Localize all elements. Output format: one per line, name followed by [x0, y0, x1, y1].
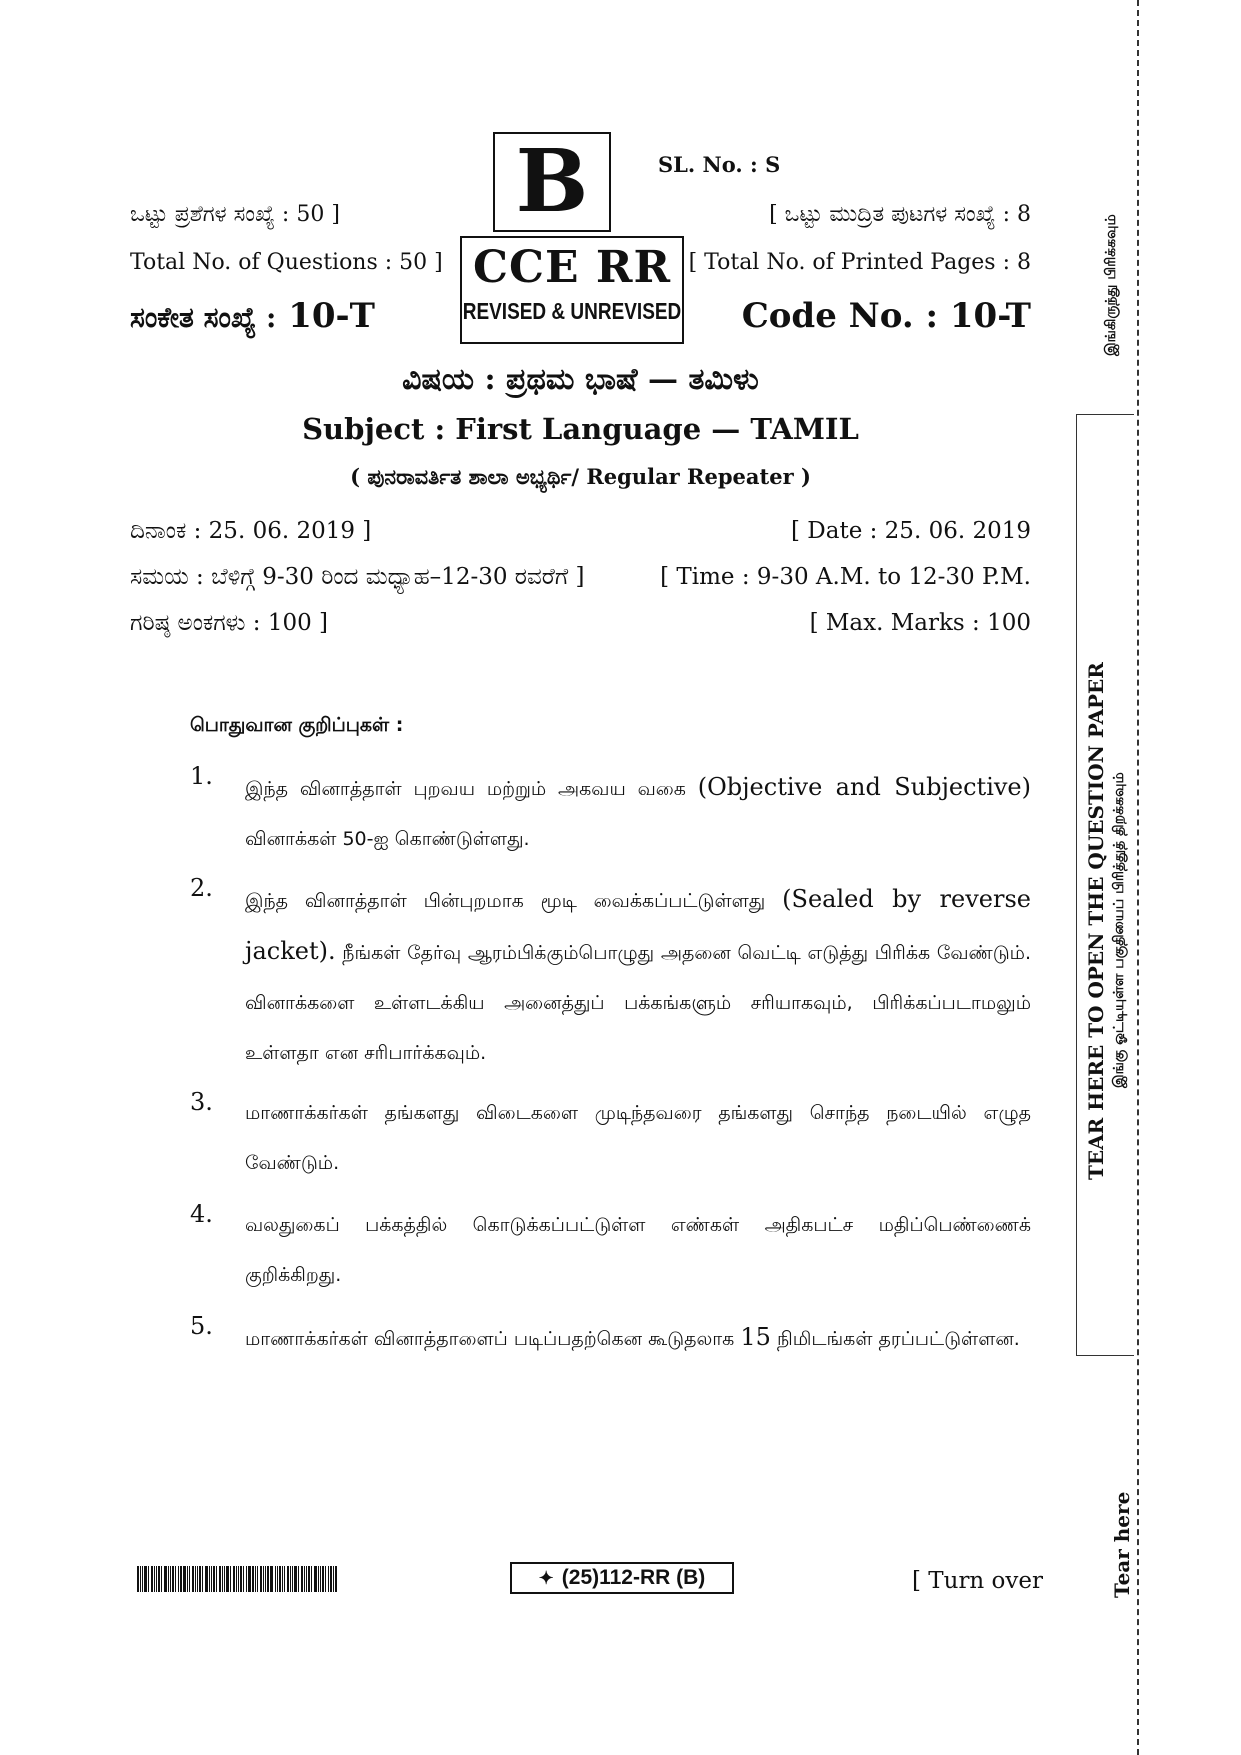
barcode-bar — [252, 1566, 254, 1592]
barcode-bar — [209, 1566, 210, 1592]
instruction-english: 15 — [740, 1323, 771, 1351]
paper-code: (25)112-RR (B) — [561, 1566, 706, 1589]
barcode — [137, 1566, 349, 1592]
tear-line — [1137, 0, 1139, 1755]
instruction-text-cont: நிமிடங்கள் தரப்பட்டுள்ளன. — [770, 1328, 1020, 1350]
date-kannada: ದಿನಾಂಕ : 25. 06. 2019 ] — [130, 518, 372, 544]
barcode-bar — [330, 1566, 332, 1592]
instruction-number: 5. — [190, 1312, 213, 1340]
barcode-bar — [161, 1566, 162, 1592]
version-letter-box — [493, 132, 611, 232]
star-icon: ✦ — [538, 1567, 554, 1588]
version-letter: B — [515, 131, 589, 232]
barcode-bar — [238, 1566, 239, 1592]
total-questions-english: Total No. of Questions : 50 ] — [130, 250, 443, 275]
instruction-english: (Sealed by reverse jacket). — [245, 885, 1031, 965]
barcode-bar — [175, 1566, 176, 1592]
barcode-bar — [197, 1566, 198, 1592]
barcode-bar — [137, 1566, 139, 1592]
barcode-bar — [180, 1566, 182, 1592]
barcode-bar — [172, 1566, 174, 1592]
instruction-text: இந்த வினாத்தாள் புறவய மற்றும் அகவய வகை — [245, 778, 698, 800]
barcode-bar — [205, 1566, 208, 1592]
barcode-bar — [246, 1566, 247, 1592]
barcode-bar — [306, 1566, 307, 1592]
subject-english: Subject : First Language — TAMIL — [302, 412, 859, 446]
barcode-bar — [287, 1566, 289, 1592]
barcode-bar — [148, 1566, 149, 1592]
code-number-english: Code No. : 10-T — [741, 296, 1031, 336]
barcode-bar — [318, 1566, 319, 1592]
instruction-text: வலதுகைப் பக்கத்தில் கொடுக்கப்பட்டுள்ள எண்கள் அதிகபட்ச மதிப்பெண்ணைக் குறிக்கிறது. — [245, 1214, 1031, 1286]
barcode-bar — [275, 1566, 276, 1592]
instruction-english: (Objective and Subjective) — [697, 773, 1031, 801]
barcode-bar — [189, 1566, 190, 1592]
barcode-bar — [164, 1566, 167, 1592]
barcode-bar — [168, 1566, 169, 1592]
instruction-text: இந்த வினாத்தாள் பின்புறமாக மூடி வைக்கப்பட்டுள்ளது — [245, 890, 783, 912]
barcode-bar — [314, 1566, 317, 1592]
barcode-bar — [270, 1566, 273, 1592]
barcode-bar — [151, 1566, 153, 1592]
instructions-title: பொதுவான குறிப்புகள் : — [190, 714, 404, 736]
tear-top-tamil: இங்கிருந்து பிரிக்கவும் — [1103, 214, 1119, 356]
barcode-bar — [292, 1566, 293, 1592]
barcode-bar — [154, 1566, 155, 1592]
barcode-bar — [290, 1566, 291, 1592]
barcode-bar — [140, 1566, 141, 1592]
barcode-bar — [320, 1566, 321, 1592]
barcode-bar — [213, 1566, 215, 1592]
barcode-bar — [199, 1566, 201, 1592]
barcode-bar — [279, 1566, 281, 1592]
barcode-bar — [233, 1566, 235, 1592]
barcode-bar — [277, 1566, 278, 1592]
barcode-bar — [308, 1566, 310, 1592]
barcode-bar — [144, 1566, 147, 1592]
instruction-item — [190, 1088, 1031, 1188]
barcode-bar — [202, 1566, 203, 1592]
barcode-bar — [178, 1566, 179, 1592]
instruction-text-cont: நீங்கள் தேர்வு ஆரம்பிக்கும்பொழுது அதனை வெட்டி எடுத்து பிரிக்க வேண்டும். வினாக்களை உள்ளடக்கிய அனைத்துப் பக்கங்களும் சரியாகவும், பிரிக்கப்படாமலும் உள்ளதா என சரிபார்க்கவும். — [245, 942, 1031, 1064]
barcode-bar — [187, 1566, 188, 1592]
barcode-bar — [335, 1566, 337, 1592]
tear-instruction-tamil: இங்கு ஓட்டியுள்ள பகுதியைப் பிரித்துத் திறக்கவும் — [1111, 772, 1127, 1088]
barcode-bar — [183, 1566, 186, 1592]
code-label-kannada: ಸಂಕೇತ ಸಂಖ್ಯೆ : — [130, 301, 277, 334]
printed-pages-kannada: [ ಒಟ್ಟು ಮುದ್ರಿತ ಪುಟಗಳ ಸಂಖ್ಯೆ : 8 — [769, 202, 1031, 227]
instruction-number: 4. — [190, 1200, 213, 1228]
barcode-bar — [158, 1566, 160, 1592]
instruction-text: மாணாக்கர்கள் வினாத்தாளைப் படிப்பதற்கென கூடுதலாக — [245, 1328, 741, 1350]
barcode-bar — [284, 1566, 285, 1592]
barcode-bar — [257, 1566, 258, 1592]
instruction-item — [190, 762, 1031, 864]
barcode-bar — [282, 1566, 283, 1592]
marks-english: [ Max. Marks : 100 — [809, 610, 1031, 636]
barcode-bar — [322, 1566, 324, 1592]
barcode-bar — [222, 1566, 223, 1592]
date-english: [ Date : 25. 06. 2019 — [791, 518, 1031, 544]
paper-code-box — [510, 1562, 734, 1594]
candidate-type: ( ಪುನರಾವರ್ತಿತ ಶಾಲಾ ಅಭ್ಯರ್ಥಿ/ Regular Repeater ) — [350, 464, 811, 489]
instruction-item — [190, 1200, 1031, 1300]
barcode-bar — [236, 1566, 237, 1592]
code-value-kannada: 10-T — [288, 296, 375, 336]
barcode-bar — [211, 1566, 212, 1592]
tear-instruction-english: TEAR HERE TO OPEN THE QUESTION PAPER — [1084, 662, 1108, 1180]
total-questions-kannada: ಒಟ್ಟು ಪ್ರಶೆಗಳ ಸಂಖ್ಯೆ : 50 ] — [130, 202, 340, 227]
instruction-text: மாணாக்கர்கள் தங்களது விடைகளை முடிந்தவரை தங்களது சொந்த நடையில் எழுத வேண்டும். — [245, 1102, 1031, 1174]
instruction-item — [190, 874, 1031, 1078]
code-number-kannada — [130, 296, 375, 336]
printed-pages-english: [ Total No. of Printed Pages : 8 — [688, 250, 1031, 275]
barcode-bar — [240, 1566, 242, 1592]
barcode-bar — [298, 1566, 299, 1592]
barcode-bar — [219, 1566, 221, 1592]
barcode-bar — [260, 1566, 262, 1592]
barcode-bar — [216, 1566, 217, 1592]
marks-row — [130, 610, 1031, 636]
barcode-bar — [311, 1566, 312, 1592]
barcode-bar — [333, 1566, 334, 1592]
subject-kannada: ವಿಷಯ : ಪ್ರಥಮ ಭಾಷೆ — ತಮಿಳು — [402, 362, 759, 397]
barcode-bar — [243, 1566, 244, 1592]
barcode-bar — [301, 1566, 303, 1592]
barcode-bar — [224, 1566, 225, 1592]
serial-number: SL. No. : S — [658, 152, 781, 177]
barcode-bar — [142, 1566, 143, 1592]
barcode-bar — [248, 1566, 251, 1592]
tear-here-label: Tear here — [1110, 1491, 1134, 1599]
barcode-bar — [170, 1566, 171, 1592]
barcode-bar — [263, 1566, 264, 1592]
barcode-bar — [328, 1566, 329, 1592]
exam-subtitle: REVISED & UNREVISED — [462, 299, 682, 325]
instruction-text-cont: வினாக்கள் 50-ஐ கொண்டுள்ளது. — [245, 828, 530, 850]
barcode-bar — [265, 1566, 266, 1592]
marks-kannada: ಗರಿಷ್ಠ ಅಂಕಗಳು : 100 ] — [130, 610, 329, 636]
barcode-bar — [304, 1566, 305, 1592]
time-kannada: ಸಮಯ : ಬೆಳಿಗ್ಗೆ 9-30 ರಿಂದ ಮಧ್ಯಾಹ–12-30 ರವರೆಗೆ ] — [130, 564, 585, 590]
barcode-bar — [156, 1566, 157, 1592]
instruction-number: 1. — [190, 762, 213, 790]
barcode-bar — [192, 1566, 194, 1592]
instruction-number: 3. — [190, 1088, 213, 1116]
barcode-bar — [195, 1566, 196, 1592]
barcode-bar — [226, 1566, 229, 1592]
time-english: [ Time : 9-30 A.M. to 12-30 P.M. — [660, 564, 1031, 590]
turn-over-label: [ Turn over — [912, 1568, 1044, 1594]
barcode-bar — [267, 1566, 269, 1592]
exam-title: CCE RR — [472, 242, 672, 293]
instruction-number: 2. — [190, 874, 213, 902]
barcode-bar — [230, 1566, 231, 1592]
instruction-item — [190, 1312, 1031, 1364]
barcode-bar — [294, 1566, 297, 1592]
barcode-bar — [255, 1566, 256, 1592]
time-row — [130, 564, 1031, 590]
barcode-bar — [325, 1566, 326, 1592]
date-row — [130, 518, 1031, 544]
